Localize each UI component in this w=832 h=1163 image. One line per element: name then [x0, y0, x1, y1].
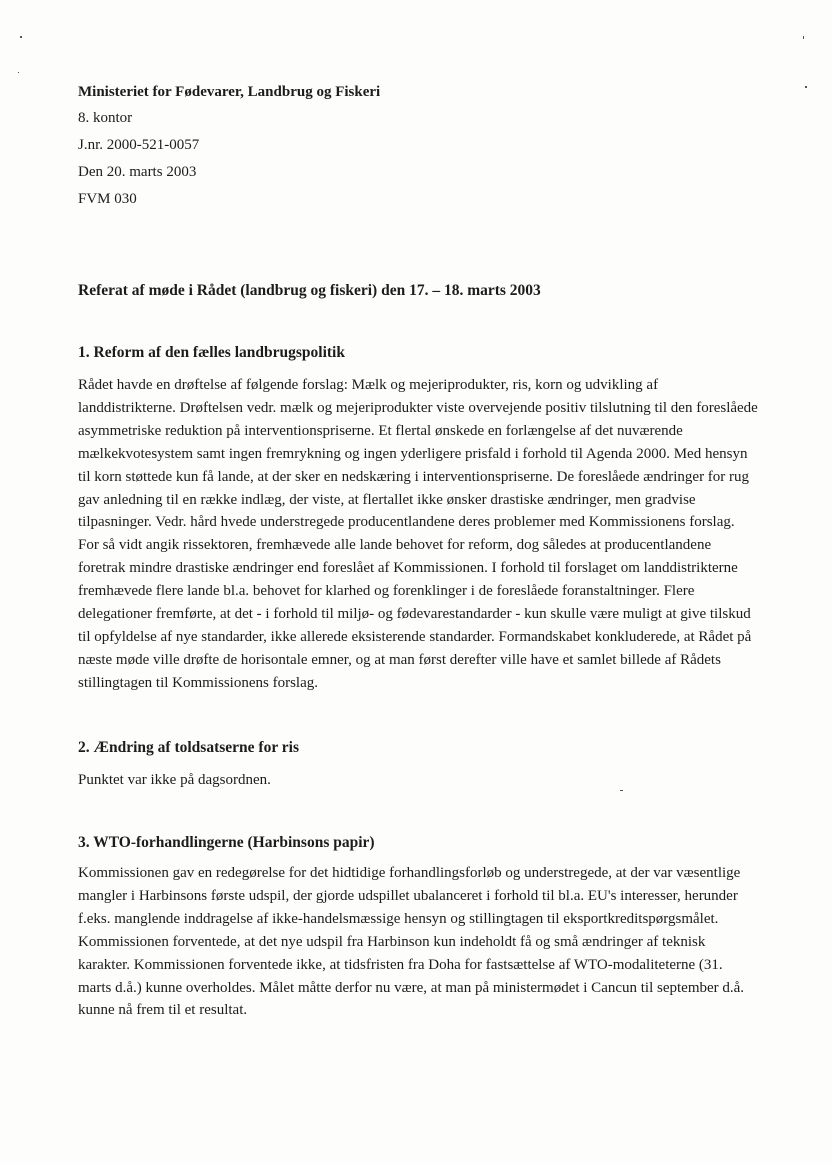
scan-speck	[805, 86, 807, 88]
document-date: Den 20. marts 2003	[78, 164, 197, 180]
section-heading: 1. Reform af den fælles landbrugspolitik	[78, 344, 345, 361]
office-line: 8. kontor	[78, 110, 133, 126]
scan-speck	[18, 72, 19, 73]
ministry-name: Ministeriet for Fødevarer, Landbrug og Fiskeri	[78, 84, 381, 100]
journal-number: J.nr. 2000-521-0057	[78, 137, 200, 153]
section-body: Rådet havde en drøftelse af følgende forslag: Mælk og mejeriprodukter, ris, korn og udvikling af landdistrikterne. Drøftelsen vedr. mælk og mejeriprodukter viste overvejende positiv tilslutning til den foreslåede asymmetriske reduktion på interventionspriserne. Et flertal ønskede en forlængelse af det nuværende mælkekvotesystem samt ingen fremrykning og ingen yderligere prisfald i forhold til Agenda 2000. Med hensyn til korn støttede kun få lande, at der sker en nedskæring i interventionspriserne. De foreslåede ændringer for rug gav anledning til en række indlæg, der viste, at flertallet ikke ønsker drastiske ændringer, men gradvise tilpasninger. Vedr. hård hvede understregede producentlandene deres problemer med Kommissionens forslag. For så vidt angik rissektoren, fremhævede alle lande behovet for reform, dog således at producentlandene foretrak mindre drastiske ændringer end foreslået af Kommissionen. I forhold til forslaget om landdistrikterne fremhævede flere lande bl.a. behovet for klarhed og forenklinger i de foreslåede foranstaltninger. Flere delegationer fremførte, at det - i forhold til miljø- og fødevarestandarder - kun skulle være muligt at give tilskud til opfyldelse af nye standarder, ikke allerede eksisterende standarder. Formandskabet konkluderede, at Rådet på næste møde ville drøfte de horisontale emner, og at man først derefter ville have et samlet billede af Rådets stillingtagen til Kommissionens forslag.	[78, 377, 758, 691]
scan-speck	[803, 36, 804, 39]
reference-code: FVM 030	[78, 191, 137, 207]
section-heading: 2. Ændring af toldsatserne for ris	[78, 739, 300, 756]
section-body: Kommissionen gav en redegørelse for det hidtidige forhandlingsforløb og understregede, at der var væsentlige mangler i Harbinsons første udspil, der gjorde udspillet ubalanceret i forhold til bl.a. EU's interesser, herunder f.eks. manglende inddragelse af ikke-handelsmæssige hensyn og stillingtagen til eksportkreditspørgsmålet. Kommissionen forventede, at det nye udspil fra Harbinson kun indeholdt få og små ændringer af teknisk karakter. Kommissionen forventede ikke, at tidsfristen fra Doha for fastsættelse af WTO-modaliteterne (31. marts d.å.) kunne overholdes. Målet måtte derfor nu være, at man på ministermødet i Cancun til september d.å. kunne nå frem til et resultat.	[78, 865, 745, 1019]
section-heading: 3. WTO-forhandlingerne (Harbinsons papir)	[78, 834, 375, 851]
document-title: Referat af møde i Rådet (landbrug og fiskeri) den 17. – 18. marts 2003	[78, 282, 541, 299]
scan-speck	[20, 36, 22, 38]
section-body: Punktet var ikke på dagsordnen.	[78, 772, 271, 788]
